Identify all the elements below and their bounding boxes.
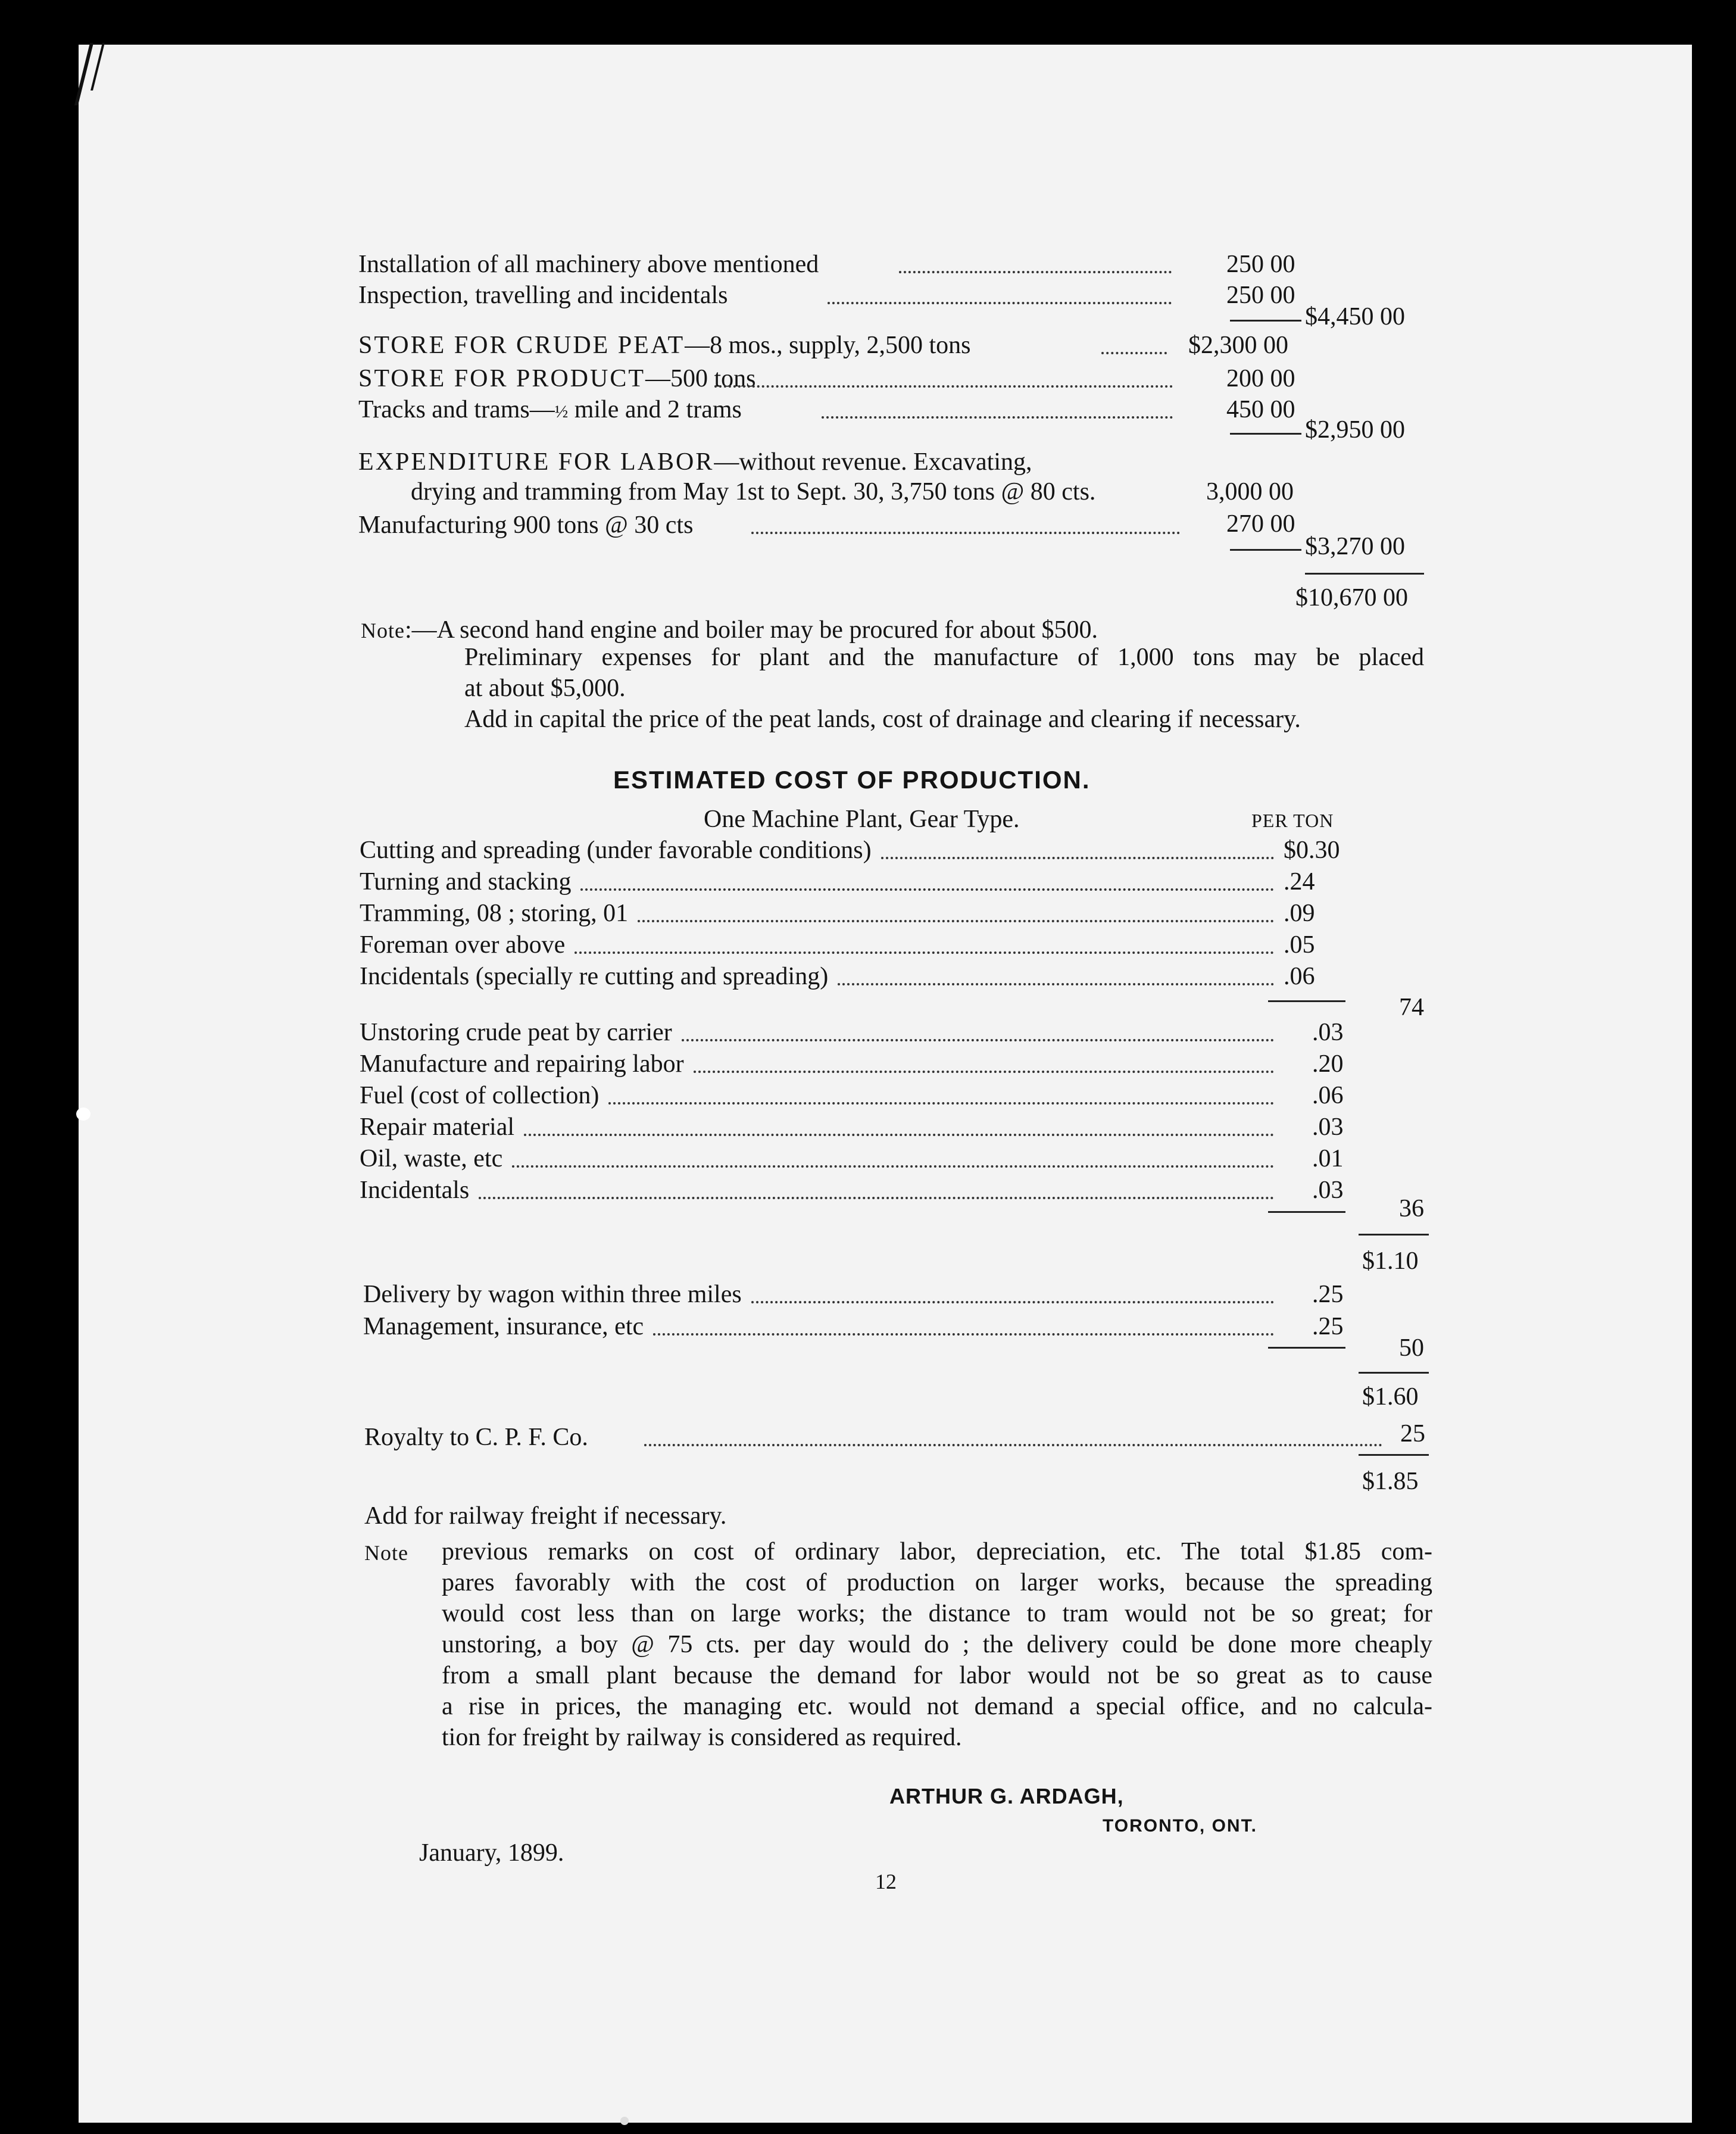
labor-rest: —without revenue. Excavating, xyxy=(714,448,1032,476)
leader-dots xyxy=(574,951,1274,954)
store-crude-peat-label xyxy=(358,331,970,360)
store-product-amount: 200 00 xyxy=(1226,365,1295,392)
leader-dots xyxy=(881,857,1274,859)
cost-item-label: Management, insurance, etc xyxy=(363,1313,644,1340)
per-ton-header: PER TON xyxy=(1251,810,1334,831)
cost-item-value: .25 xyxy=(1312,1281,1344,1308)
document-date: January, 1899. xyxy=(419,1839,564,1867)
tracks-trams-label xyxy=(358,395,742,426)
signature-name: ARTHUR G. ARDAGH, xyxy=(889,1784,1124,1808)
estimate-subtitle: One Machine Plant, Gear Type. xyxy=(704,806,1020,833)
half-fraction: ½ xyxy=(554,402,569,422)
grand-total: $1.85 xyxy=(1362,1468,1419,1495)
page-number: 12 xyxy=(875,1870,897,1893)
manufacturing-amount: 270 00 xyxy=(1226,510,1295,538)
leader-dots xyxy=(512,1165,1274,1168)
labor-amount: 3,000 00 xyxy=(1206,478,1294,506)
leader-dots xyxy=(638,920,1274,922)
inspection-amount: 250 00 xyxy=(1226,282,1295,309)
cost-item-label: Delivery by wagon within three miles xyxy=(363,1281,742,1308)
running-total-1: $1.10 xyxy=(1362,1247,1419,1275)
tracks-trams-amount: 450 00 xyxy=(1226,396,1295,423)
cost-item-value: .06 xyxy=(1312,1082,1344,1109)
leader-dots xyxy=(714,385,1173,388)
note-2-line: a rise in prices, the managing etc. would not demand a special office, and no calcula- xyxy=(442,1693,1432,1720)
total-rule xyxy=(1305,573,1424,575)
royalty-value: 25 xyxy=(1400,1420,1425,1447)
store-crude-peat-rest: —8 mos., supply, 2,500 tons xyxy=(685,332,971,359)
note-2-body xyxy=(442,1536,1432,1753)
group-rule xyxy=(1268,1347,1345,1349)
cost-item-label: Turning and stacking xyxy=(360,868,572,896)
cost-item-label: Oil, waste, etc xyxy=(360,1145,503,1172)
note-2-line: from a small plant because the demand for labor would not be so great as to cause xyxy=(442,1662,1432,1689)
scan-speck xyxy=(76,1107,90,1121)
railway-note: Add for railway freight if necessary. xyxy=(364,1502,727,1530)
royalty-label: Royalty to C. P. F. Co. xyxy=(364,1424,588,1451)
cost-item-value: .03 xyxy=(1312,1113,1344,1141)
cost-item-value: .01 xyxy=(1312,1145,1344,1172)
inspection-label: Inspection, travelling and incidentals xyxy=(358,282,728,309)
note-2-line: tion for freight by railway is considered as required. xyxy=(442,1724,962,1751)
leader-dots xyxy=(899,271,1172,273)
note-1-line-4: Add in capital the price of the peat lands, cost of drainage and clearing if necessary. xyxy=(464,706,1301,733)
note-2-prefix: Note xyxy=(364,1541,408,1565)
note-prefix: Note xyxy=(361,619,405,642)
note-1-line-3: at about $5,000. xyxy=(464,675,626,702)
cost-item-label: Incidentals (specially re cutting and spreading) xyxy=(360,963,829,990)
cost-item-label: Fuel (cost of collection) xyxy=(360,1082,600,1109)
cost-item-value: .20 xyxy=(1312,1050,1344,1078)
tracks-trams-text: mile and 2 trams xyxy=(568,396,742,423)
leader-dots xyxy=(580,888,1274,891)
leader-dots xyxy=(479,1197,1274,1199)
leader-dots xyxy=(682,1039,1274,1041)
cost-item-label: Manufacture and repairing labor xyxy=(360,1050,684,1078)
cost-item-label: Incidentals xyxy=(360,1177,470,1204)
store-crude-peat-amount: $2,300 00 xyxy=(1188,332,1288,359)
store-product-rest: —500 tons xyxy=(645,365,756,392)
subtotal-3: $3,270 00 xyxy=(1305,533,1405,560)
running-total-2: $1.60 xyxy=(1362,1383,1419,1411)
cost-item-value: .24 xyxy=(1284,868,1315,896)
leader-dots xyxy=(524,1134,1274,1136)
leader-dots xyxy=(828,302,1172,304)
cost-item-label: Tramming, 08 ; storing, 01 xyxy=(360,900,629,927)
cost-item-label: Repair material xyxy=(360,1113,515,1141)
note-2-line: previous remarks on cost of ordinary labor, depreciation, etc. The total $1.85 com- xyxy=(442,1538,1432,1565)
leader-dots xyxy=(1101,352,1167,354)
leader-dots xyxy=(644,1444,1382,1446)
labor-line-2: drying and tramming from May 1st to Sept. 30, 3,750 tons @ 80 cts. xyxy=(411,478,1096,506)
cost-item-label: Cutting and spreading (under favorable conditions) xyxy=(360,837,872,864)
subtotal-1: $4,450 00 xyxy=(1305,303,1405,330)
capital-total: $10,670 00 xyxy=(1295,584,1408,612)
labor-caps: EXPENDITURE FOR LABOR xyxy=(358,448,714,476)
machinery-installation-amount: 250 00 xyxy=(1226,251,1295,278)
cost-item-label: Unstoring crude peat by carrier xyxy=(360,1019,672,1046)
group-2-total: 36 xyxy=(1399,1195,1424,1222)
signature-place: TORONTO, ONT. xyxy=(1103,1816,1257,1836)
leader-dots xyxy=(751,532,1180,534)
note-1-text: :—A second hand engine and boiler may be procured for about $500. xyxy=(404,616,1098,644)
subtotal-rule xyxy=(1230,549,1301,551)
note-2-line: unstoring, a boy @ 75 cts. per day would do ; the delivery could be done more cheaply xyxy=(442,1631,1432,1658)
store-product-caps: STORE FOR PRODUCT xyxy=(358,365,645,392)
leader-dots xyxy=(822,416,1173,419)
group-1-total: 74 xyxy=(1399,994,1424,1021)
cost-item-value: .06 xyxy=(1284,963,1315,990)
store-crude-peat-caps: STORE FOR CRUDE PEAT xyxy=(358,332,685,359)
note-1-body xyxy=(464,642,1424,735)
leader-dots xyxy=(653,1333,1274,1336)
cost-item-label: Foreman over above xyxy=(360,931,566,959)
estimate-title: ESTIMATED COST OF PRODUCTION. xyxy=(613,766,1091,794)
group-rule xyxy=(1268,1211,1345,1213)
cost-item-value: .03 xyxy=(1312,1019,1344,1046)
group-rule xyxy=(1268,1000,1345,1002)
note-2-line: pares favorably with the cost of production on larger works, because the spreading xyxy=(442,1569,1432,1596)
cost-item-value: $0.30 xyxy=(1284,837,1340,864)
leader-dots xyxy=(694,1071,1274,1073)
subtotal-rule xyxy=(1230,320,1301,322)
scan-speck xyxy=(620,2117,629,2125)
manufacturing-label: Manufacturing 900 tons @ 30 cts xyxy=(358,511,694,539)
cost-item-value: .25 xyxy=(1312,1313,1344,1340)
total-rule xyxy=(1359,1454,1429,1456)
cost-item-value: .09 xyxy=(1284,900,1315,927)
cost-item-value: .03 xyxy=(1312,1177,1344,1204)
tracks-trams-text: Tracks and trams— xyxy=(358,396,555,423)
total-rule xyxy=(1359,1234,1429,1236)
leader-dots xyxy=(838,983,1274,985)
note-1-line-2: Preliminary expenses for plant and the manufacture of 1,000 tons may be placed xyxy=(464,644,1424,671)
subtotal-rule xyxy=(1230,433,1301,435)
total-rule xyxy=(1359,1372,1429,1374)
leader-dots xyxy=(608,1102,1274,1105)
note-2-line: would cost less than on large works; the distance to tram would not be so great; for xyxy=(442,1600,1432,1627)
labor-line-1 xyxy=(358,448,1032,476)
cost-item-value: .05 xyxy=(1284,931,1315,959)
group-3-total: 50 xyxy=(1399,1334,1424,1362)
machinery-installation-label: Installation of all machinery above mentioned xyxy=(358,251,819,278)
note-1-line-1 xyxy=(361,616,1098,645)
leader-dots xyxy=(751,1301,1274,1303)
store-product-label xyxy=(358,364,756,393)
subtotal-2: $2,950 00 xyxy=(1305,416,1405,444)
